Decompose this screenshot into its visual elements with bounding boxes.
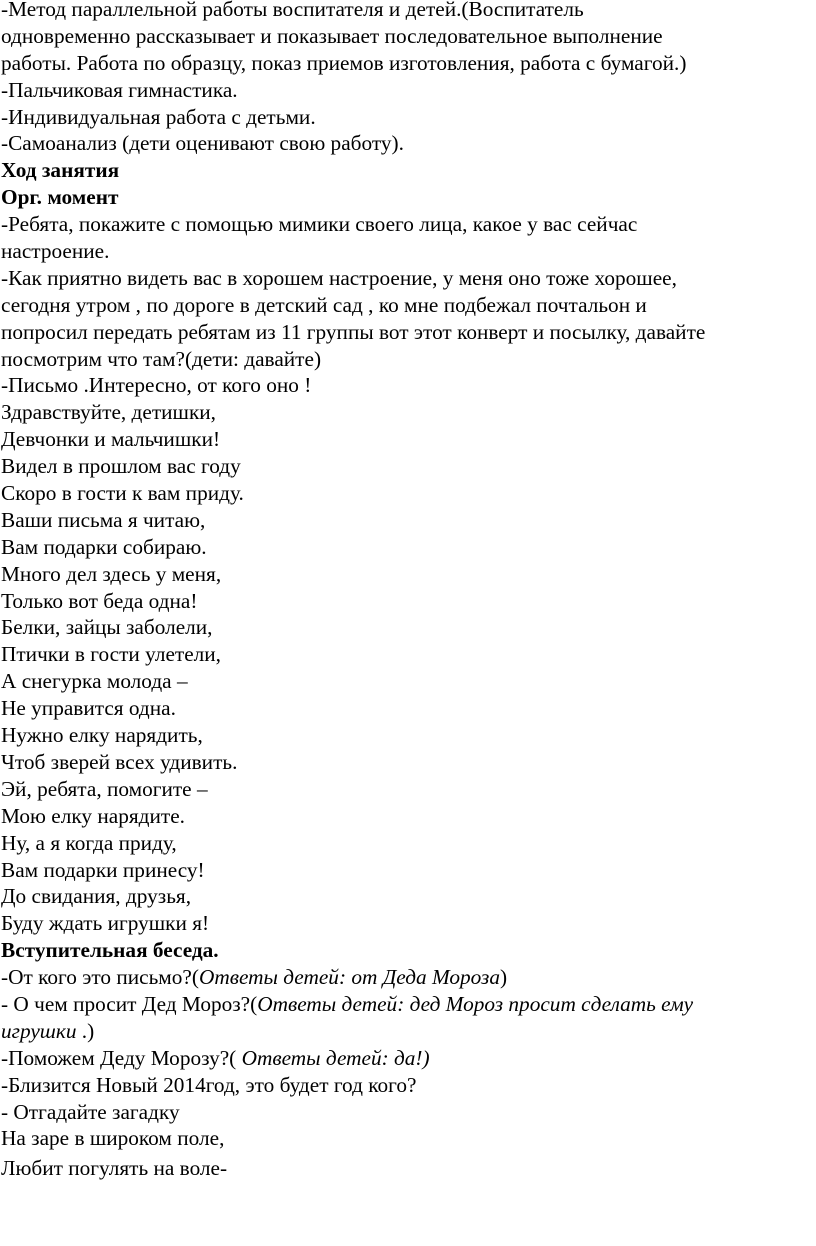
riddle-line: Любит погулять на воле- [1,1156,228,1181]
heading-intro-talk: Вступительная беседа. [1,938,219,963]
poem-line: Не управится одна. [1,696,176,721]
poem-line: Видел в прошлом вас году [1,454,241,479]
question-new-year: -Близится Новый 2014год, это будет год кого? [1,1072,417,1097]
answer-text: Ответы детей: да!) [241,1045,430,1070]
poem-line: До свидания, друзья, [1,884,192,909]
poem-line: Птички в гости улетели, [1,642,222,667]
question-help [1,1045,815,1072]
methods-line: -Индивидуальная работа с детьми. [1,104,316,129]
poem-line: Вам подарки собираю. [1,534,207,559]
question-suffix: .) [76,1018,95,1043]
question-what-asks-cont [1,1018,815,1045]
poem-line: Ваши письма я читаю, [1,507,206,532]
answer-text: игрушки [1,1018,77,1043]
question-text: -От кого это письмо?( [1,965,199,990]
poem-line: Много дел здесь у меня, [1,561,222,586]
methods-line: -Самоанализ (дети оценивают свою работу). [1,131,404,156]
poem-line: А снегурка молода – [1,669,188,694]
poem-line: Чтоб зверей всех удивить. [1,749,238,774]
document-page [1,0,815,1182]
methods-line: работы. Работа по образцу, показ приемов изготовления, работа с бумагой.) [1,50,687,75]
question-suffix: ) [500,965,508,990]
heading-org-moment: Орг. момент [1,185,119,210]
poem-line: Мою елку нарядите. [1,803,185,828]
poem-line: Ну, а я когда приду, [1,830,177,855]
poem-line: Буду ждать игрушки я! [1,911,210,936]
poem-line: Вам подарки принесу! [1,857,205,882]
org-line: -Ребята, покажите с помощью мимики своего лица, какое у вас сейчас [1,212,638,237]
poem-line: Эй, ребята, помогите – [1,776,208,801]
riddle-line: На заре в широком поле, [1,1126,225,1151]
poem-line: Только вот беда одна! [1,588,198,613]
poem-line: Белки, зайцы заболели, [1,615,213,640]
question-text: - О чем просит Дед Мороз?( [1,991,258,1016]
poem-line: Девчонки и мальчишки! [1,427,221,452]
question-who-letter [1,964,815,991]
answer-text: Ответы детей: от Деда Мороза [198,965,501,990]
org-line: -Письмо .Интересно, от кого оно ! [1,373,312,398]
heading-course: Ход занятия [1,158,120,183]
methods-line: -Метод параллельной работы воспитателя и детей.(Воспитатель [1,0,584,21]
poem-line: Скоро в гости к вам приду. [1,481,244,506]
poem-line: Нужно елку нарядить, [1,723,203,748]
poem-line: Здравствуйте, детишки, [1,400,217,425]
org-line: попросил передать ребятам из 11 группы вот этот конверт и посылку, давайте [1,319,706,344]
question-what-asks [1,991,815,1018]
question-text: -Поможем Деду Морозу?( [1,1045,242,1070]
riddle-prompt: - Отгадайте загадку [1,1099,180,1124]
org-line: -Как приятно видеть вас в хорошем настроение, у меня оно тоже хорошее, [1,265,677,290]
answer-text: Ответы детей: дед Мороз просит сделать ему [257,991,694,1016]
methods-line: -Пальчиковая гимнастика. [1,77,238,102]
org-line: настроение. [1,239,110,264]
methods-line: одновременно рассказывает и показывает последовательное выполнение [1,23,663,48]
org-line: посмотрим что там?(дети: давайте) [1,346,322,371]
org-line: сегодня утром , по дороге в детский сад , ко мне подбежал почтальон и [1,292,647,317]
